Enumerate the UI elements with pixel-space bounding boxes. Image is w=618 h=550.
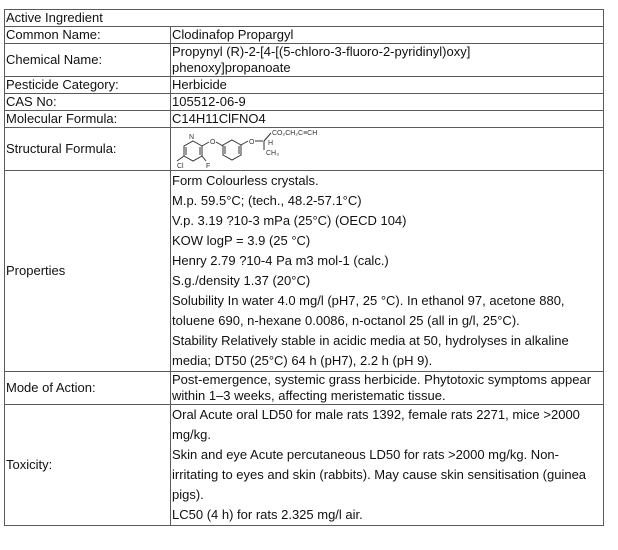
header-row — [5, 10, 604, 27]
toxicity-row — [5, 405, 604, 526]
category-label: Pesticide Category: — [5, 77, 171, 94]
ch3-group: CH₃ — [266, 150, 279, 157]
f-bond — [202, 156, 206, 161]
chemical-name-line-2: phenoxy]propanoate — [172, 60, 291, 75]
properties-value — [171, 171, 604, 372]
structure-label: Structural Formula: — [5, 128, 171, 171]
n-atom: N — [189, 134, 195, 141]
formula-value: C14H11ClFNO4 — [171, 111, 604, 128]
toxicity-value — [171, 405, 604, 526]
ester-group: CO₂CH₂C≡CH — [272, 130, 318, 137]
toxicity-label: Toxicity: — [5, 405, 171, 526]
cas-row — [5, 94, 604, 111]
o-atom-2: O — [249, 139, 255, 146]
property-line: KOW logP = 3.9 (25 °C) — [172, 233, 311, 248]
structural-formula-image — [171, 128, 361, 170]
f-atom: F — [206, 163, 211, 170]
property-line: S.g./density 1.37 (20°C) — [172, 273, 311, 288]
formula-label: Molecular Formula: — [5, 111, 171, 128]
h-atom: H — [268, 140, 274, 147]
ether-bond-1 — [202, 142, 209, 146]
property-line: Stability Relatively stable in acidic media at 50, hydrolyses in alkaline media; DT50 (25°C) 64 h (pH7), 2.2 h (pH 9). — [172, 333, 569, 368]
cl-bond — [177, 156, 184, 161]
active-ingredient-header: Active Ingredient — [5, 10, 604, 27]
properties-row — [5, 171, 604, 372]
property-line: Form Colourless crystals. — [172, 173, 319, 188]
pyridine-ring — [184, 141, 202, 161]
phenyl-ring — [223, 140, 241, 160]
chemical-name-label: Chemical Name: — [5, 44, 171, 77]
properties-label: Properties — [5, 171, 171, 372]
o-atom-1: O — [210, 139, 216, 146]
formula-row — [5, 111, 604, 128]
category-row — [5, 77, 604, 94]
toxicity-line: Skin and eye Acute percutaneous LD50 for rats >2000 mg/kg. Non-irritating to eyes and skin (rabbits). May cause skin sensitisation (guinea pigs). — [172, 447, 587, 502]
property-line: M.p. 59.5°C; (tech., 48.2-57.1°C) — [172, 193, 362, 208]
cas-value: 105512-06-9 — [171, 94, 604, 111]
common-name-label: Common Name: — [5, 27, 171, 44]
mode-value: Post-emergence, systemic grass herbicide. Phytotoxic symptoms appear within 1–3 weeks, affecting meristematic tissue. — [171, 372, 604, 405]
ether-bond-2 — [216, 142, 223, 146]
mode-label: Mode of Action: — [5, 372, 171, 405]
pesticide-info-table — [4, 9, 604, 526]
chemical-name-line-1: Propynyl (R)-2-[4-[(5-chloro-3-fluoro-2-pyridinyl)oxy] — [172, 44, 471, 59]
property-line: V.p. 3.19 ?10-3 mPa (25°C) (OECD 104) — [172, 213, 407, 228]
structure-value — [171, 128, 604, 171]
property-line: Solubility In water 4.0 mg/l (pH7, 25 °C). In ethanol 97, acetone 880, toluene 690, n-hexane 0.0086, n-octanol 25 (all in g/l, 25°C). — [172, 293, 565, 328]
chemical-name-value — [171, 44, 604, 77]
ether-bond-3 — [241, 141, 248, 145]
toxicity-line: Oral Acute oral LD50 for male rats 1392, female rats 2271, mice >2000 mg/kg. — [172, 407, 580, 442]
structure-row — [5, 128, 604, 171]
chemical-name-row — [5, 44, 604, 77]
toxicity-line: LC50 (4 h) for rats 2.325 mg/l air. — [172, 507, 363, 522]
common-name-row — [5, 27, 604, 44]
common-name-value: Clodinafop Propargyl — [171, 27, 604, 44]
mode-row — [5, 372, 604, 405]
cas-label: CAS No: — [5, 94, 171, 111]
category-value: Herbicide — [171, 77, 604, 94]
cl-atom: Cl — [177, 163, 184, 170]
property-line: Henry 2.79 ?10-4 Pa m3 mol-1 (calc.) — [172, 253, 389, 268]
